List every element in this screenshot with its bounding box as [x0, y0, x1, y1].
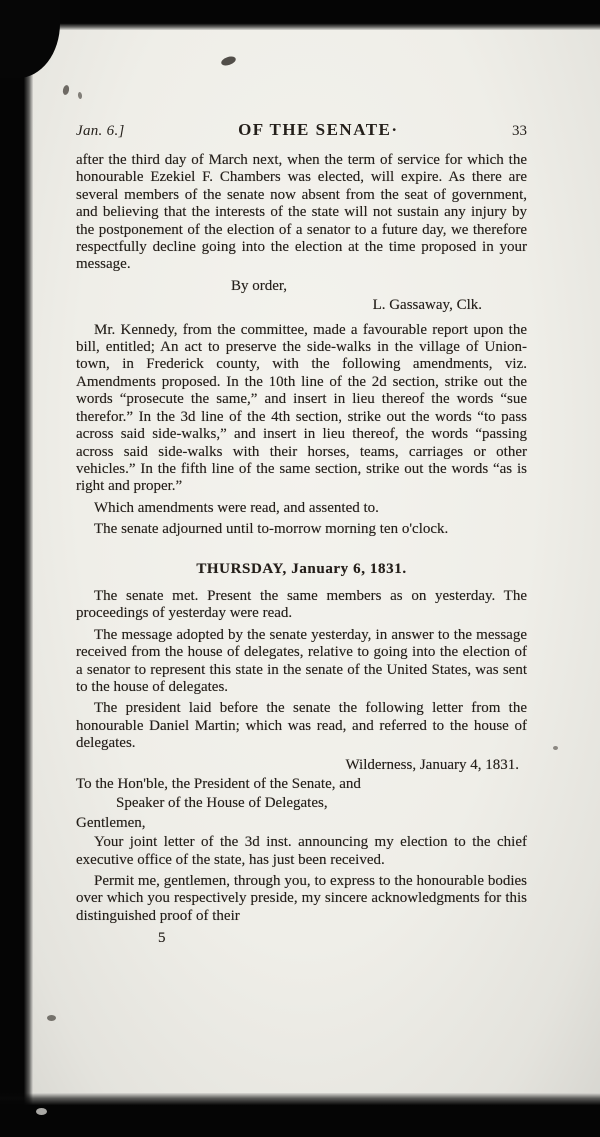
section-heading: THURSDAY, January 6, 1831.: [196, 560, 407, 577]
paragraph: The message adopted by the senate yesterday, in answer to the message received from the house of delegates, relative to going into the election of a senator to represent this state in the senate of the United States, was sent to the house of delegates.: [76, 626, 527, 695]
paragraph: The senate adjourned until to-morrow morning ten o'clock.: [94, 521, 449, 538]
letter-dateline: Wilderness, January 4, 1831.: [345, 756, 519, 773]
scan-speck: [47, 1015, 56, 1021]
scan-border-top: [0, 0, 600, 30]
page: [33, 30, 600, 1093]
letter-addressee: Speaker of the House of Delegates,: [116, 795, 328, 812]
page-title: OF THE SENATE·: [238, 120, 399, 139]
paragraph: The senate met. Present the same members as on yesterday. The proceedings of yesterday were read.: [76, 587, 527, 622]
scan-border-left: [0, 0, 33, 1137]
letter-salutation: Gentlemen,: [76, 814, 146, 831]
paragraph: Permit me, gentlemen, through you, to express to the honourable bodies over which you respectively preside, my sincere acknowledgments for this distinguished proof of their: [76, 873, 527, 924]
running-head: [76, 120, 527, 140]
page-number: 33: [511, 123, 527, 139]
scan-speck: [36, 1108, 47, 1115]
paragraph: Mr. Kennedy, from the committee, made a favourable report upon the bill, entitled; An act to preserve the side-walks in the village of Union-town, in Frederick county, with the following amendments, viz. Amendments proposed. In the 10th line of the 2d section, strike out the words “prosecute the same,” and insert in lieu thereof the words “sue therefor.” In the 3d line of the 4th section, strike out the words “to pass across said side-walks,” and insert in lieu thereof, the words “passing across said side-walks with their horses, teams, carriages or other vehicles.” In the fifth line of the same section, strike out the words “as is right and proper.”: [76, 321, 527, 495]
paragraph: Which amendments were read, and assented to.: [94, 499, 379, 516]
scan-speck: [62, 84, 70, 95]
letter-addressee: To the Hon'ble, the President of the Senate, and: [76, 776, 361, 792]
page-body: [76, 152, 527, 948]
paragraph: Your joint letter of the 3d inst. announcing my election to the chief executive office of the state, has just been received.: [76, 834, 527, 868]
scan-speck: [553, 746, 558, 750]
header-date-marker: Jan. 6.]: [76, 123, 125, 139]
gathering-signature: 5: [158, 930, 166, 947]
by-order-line: By order,: [230, 277, 288, 294]
scan-speck: [78, 92, 83, 99]
scan-border-bottom: [0, 1093, 600, 1137]
paragraph: The president laid before the senate the following letter from the honourable Daniel Martin; which was read, and referred to the house of delegates.: [76, 700, 527, 752]
paragraph-continuation: after the third day of March next, when the term of service for which the honourable Ezekiel F. Chambers was elected, will expire. As there are several members of the senate now absent from the seat of government, and believing that the interests of the state will not sustain any injury by the postponement of the election of a senator to a future day, we therefore respectfully decline going into the election at the time proposed in your message.: [76, 152, 527, 273]
clerk-signature: L. Gassaway, Clk.: [372, 297, 482, 314]
scan-speck: [220, 55, 237, 67]
